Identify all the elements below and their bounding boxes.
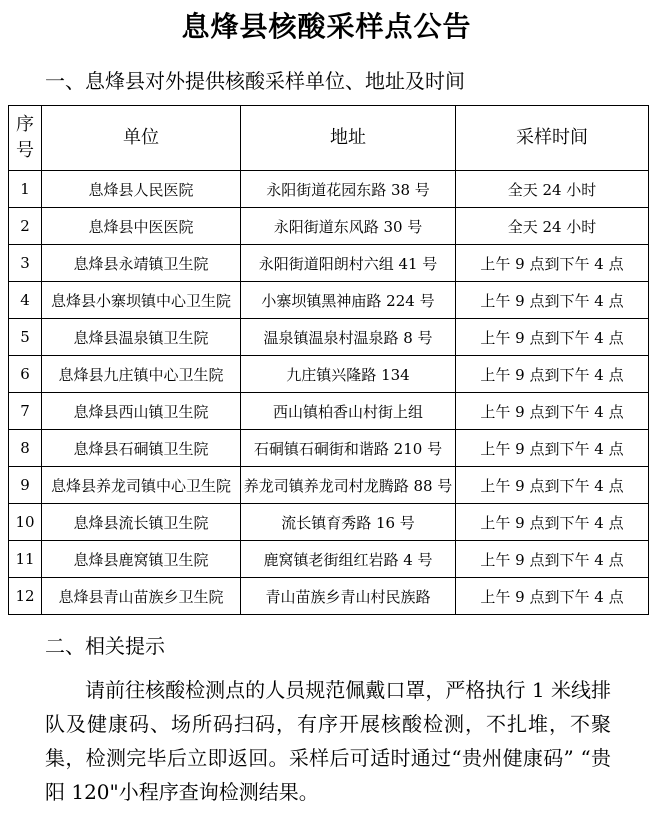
row-no-cell: 12 — [9, 578, 42, 615]
row-no-cell: 10 — [9, 504, 42, 541]
table-row — [9, 430, 649, 467]
table-row — [9, 282, 649, 319]
time-cell: 上午 9 点到下午 4 点 — [456, 282, 649, 319]
address-cell: 九庄镇兴隆路 134 — [241, 356, 456, 393]
address-cell: 西山镇柏香山村街上组 — [241, 393, 456, 430]
table-row — [9, 578, 649, 615]
row-no-cell: 7 — [9, 393, 42, 430]
address-cell: 石硐镇石硐街和谐路 210 号 — [241, 430, 456, 467]
address-cell: 青山苗族乡青山村民族路 — [241, 578, 456, 615]
unit-cell: 息烽县中医医院 — [42, 208, 241, 245]
row-no-cell: 8 — [9, 430, 42, 467]
time-cell: 上午 9 点到下午 4 点 — [456, 504, 649, 541]
table-row — [9, 245, 649, 282]
address-cell: 永阳街道东风路 30 号 — [241, 208, 456, 245]
table-row — [9, 541, 649, 578]
notice-paragraph: 请前往核酸检测点的人员规范佩戴口罩，严格执行 1 米线排队及健康码、场所码扫码，有序开展核酸检测，不扎堆，不聚集，检测完毕后立即返回。采样后可适时通过“贵州健康码” “贵阳 120"小程序查询检测结果。 — [45, 678, 611, 804]
unit-cell: 息烽县小寨坝镇中心卫生院 — [42, 282, 241, 319]
unit-cell: 息烽县人民医院 — [42, 171, 241, 208]
page-title: 息烽县核酸采样点公告 — [181, 10, 472, 43]
time-cell: 上午 9 点到下午 4 点 — [456, 578, 649, 615]
header-unit: 单位 — [42, 106, 241, 171]
row-no-cell: 5 — [9, 319, 42, 356]
table-row — [9, 393, 649, 430]
header-time: 采样时间 — [456, 106, 649, 171]
address-cell: 养龙司镇养龙司村龙腾路 88 号 — [241, 467, 456, 504]
address-cell: 温泉镇温泉村温泉路 8 号 — [241, 319, 456, 356]
section2-heading: 二、相关提示 — [45, 634, 165, 658]
address-cell: 流长镇育秀路 16 号 — [241, 504, 456, 541]
row-no-cell: 2 — [9, 208, 42, 245]
unit-cell: 息烽县西山镇卫生院 — [42, 393, 241, 430]
row-no-cell: 9 — [9, 467, 42, 504]
table-row — [9, 467, 649, 504]
table-row — [9, 356, 649, 393]
section1-heading: 一、息烽县对外提供核酸采样单位、地址及时间 — [45, 69, 465, 93]
table-row — [9, 208, 649, 245]
time-cell: 上午 9 点到下午 4 点 — [456, 319, 649, 356]
unit-cell: 息烽县石硐镇卫生院 — [42, 430, 241, 467]
time-cell: 全天 24 小时 — [456, 208, 649, 245]
row-no-cell: 1 — [9, 171, 42, 208]
sampling-points-table — [8, 105, 649, 615]
unit-cell: 息烽县九庄镇中心卫生院 — [42, 356, 241, 393]
unit-cell: 息烽县鹿窝镇卫生院 — [42, 541, 241, 578]
unit-cell: 息烽县温泉镇卫生院 — [42, 319, 241, 356]
time-cell: 全天 24 小时 — [456, 171, 649, 208]
table-row — [9, 171, 649, 208]
row-no-cell: 11 — [9, 541, 42, 578]
time-cell: 上午 9 点到下午 4 点 — [456, 245, 649, 282]
table-row — [9, 319, 649, 356]
time-cell: 上午 9 点到下午 4 点 — [456, 356, 649, 393]
row-no-cell: 3 — [9, 245, 42, 282]
unit-cell: 息烽县流长镇卫生院 — [42, 504, 241, 541]
unit-cell: 息烽县养龙司镇中心卫生院 — [42, 467, 241, 504]
row-no-cell: 6 — [9, 356, 42, 393]
time-cell: 上午 9 点到下午 4 点 — [456, 393, 649, 430]
table-header-row — [9, 106, 649, 171]
address-cell: 鹿窝镇老街组红岩路 4 号 — [241, 541, 456, 578]
address-cell: 小寨坝镇黑神庙路 224 号 — [241, 282, 456, 319]
unit-cell: 息烽县永靖镇卫生院 — [42, 245, 241, 282]
address-cell: 永阳街道阳朗村六组 41 号 — [241, 245, 456, 282]
row-no-cell: 4 — [9, 282, 42, 319]
time-cell: 上午 9 点到下午 4 点 — [456, 467, 649, 504]
table-row — [9, 504, 649, 541]
header-no: 序号 — [9, 106, 42, 171]
time-cell: 上午 9 点到下午 4 点 — [456, 541, 649, 578]
header-address: 地址 — [241, 106, 456, 171]
address-cell: 永阳街道花园东路 38 号 — [241, 171, 456, 208]
time-cell: 上午 9 点到下午 4 点 — [456, 430, 649, 467]
unit-cell: 息烽县青山苗族乡卫生院 — [42, 578, 241, 615]
